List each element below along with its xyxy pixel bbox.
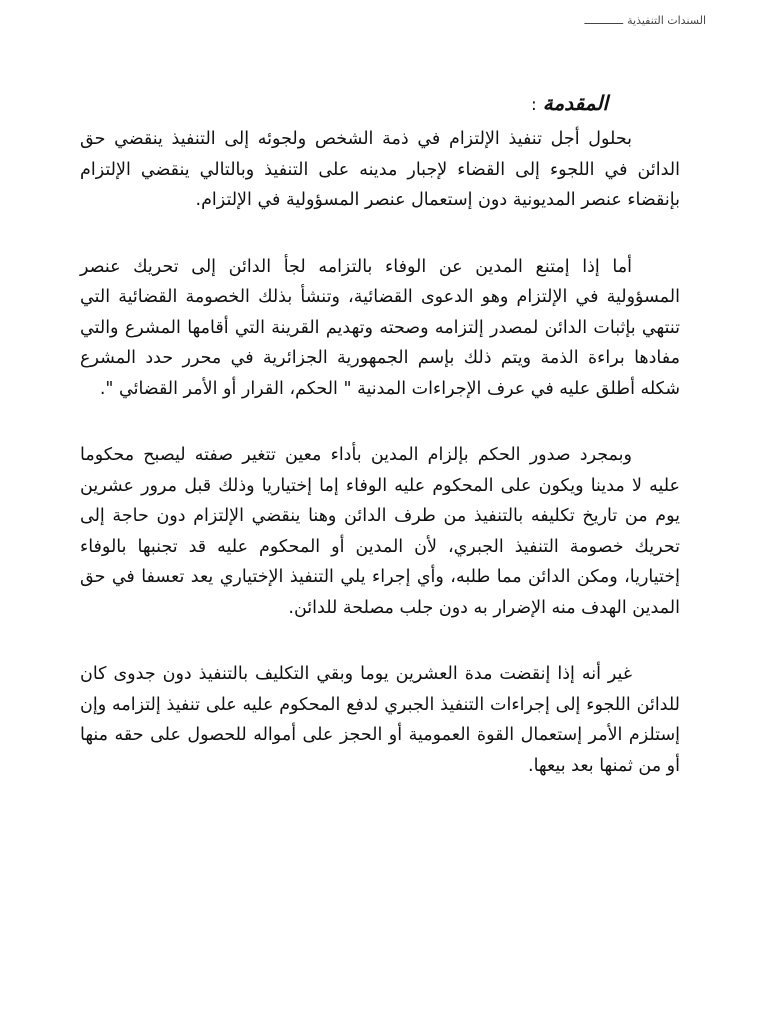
paragraph-4: غير أنه إذا إنقضت مدة العشرين يوما وبقي التكليف بالتنفيذ دون جدوى كان للدائن اللجوء إلى إجراءات التنفيذ الجبري لدفع المحكوم عليه على تنفيذ إلتزامه وإن إستلزم الأمر إستعمال القوة العمومية أو الحجز على أمواله للحصول على حقه منها أو من ثمنها بعد بيعها. xyxy=(80,664,680,776)
section-heading-text: المقدمة xyxy=(542,91,608,115)
running-header xyxy=(584,14,706,27)
section-heading xyxy=(80,88,680,120)
running-header-rule: ــــــــــــ xyxy=(584,14,624,27)
paragraph-2: أما إذا إمتنع المدين عن الوفاء بالتزامه لجأ الدائن إلى تحريك عنصر المسؤولية في الإلتزام وهو الدعوى القضائية، وتنشأ بذلك الخصومة القضائية التي تنتهي بإثبات الدائن لمصدر إلتزامه وصحته وتهديم القرينة التي أقامها المشرع والتي مفادها براءة الذمة ويتم ذلك بإسم الجمهورية الجزائرية في محرر حدد المشرع شكله أطلق عليه في عرف الإجراءات المدنية " الحكم، القرار أو الأمر القضائي ". xyxy=(80,256,680,399)
paragraph-1: بحلول أجل تنفيذ الإلتزام في ذمة الشخص ولجوئه إلى التنفيذ ينقضي حق الدائن في اللجوء إلى القضاء لإجبار مدينه على التنفيذ وبالتالي ينقضي الإلتزام بإنقضاء عنصر المديونية دون إستعمال عنصر المسؤولية في الإلتزام. xyxy=(80,129,680,210)
document-body xyxy=(80,88,680,781)
running-header-title: السندات التنفيذية xyxy=(627,14,706,27)
paragraph-3: وبمجرد صدور الحكم بإلزام المدين بأداء معين تتغير صفته ليصبح محكوما عليه لا مدينا ويكون على المحكوم عليه الوفاء إما إختياريا وذلك قبل مرور عشرين يوم من تاريخ تكليفه بالتنفيذ من طرف الدائن وهنا ينقضي الإلتزام دون حاجة إلى تحريك خصومة التنفيذ الجبري، لأن المدين أو المحكوم عليه قد تجنبها بالوفاء إختياريا، ومكن الدائن مما طلبه، وأي إجراء يلي التنفيذ الإختياري يعد تعسفا في حق المدين الهدف منه الإضرار به دون جلب مصلحة للدائن. xyxy=(80,445,680,618)
section-heading-colon: : xyxy=(531,95,537,115)
